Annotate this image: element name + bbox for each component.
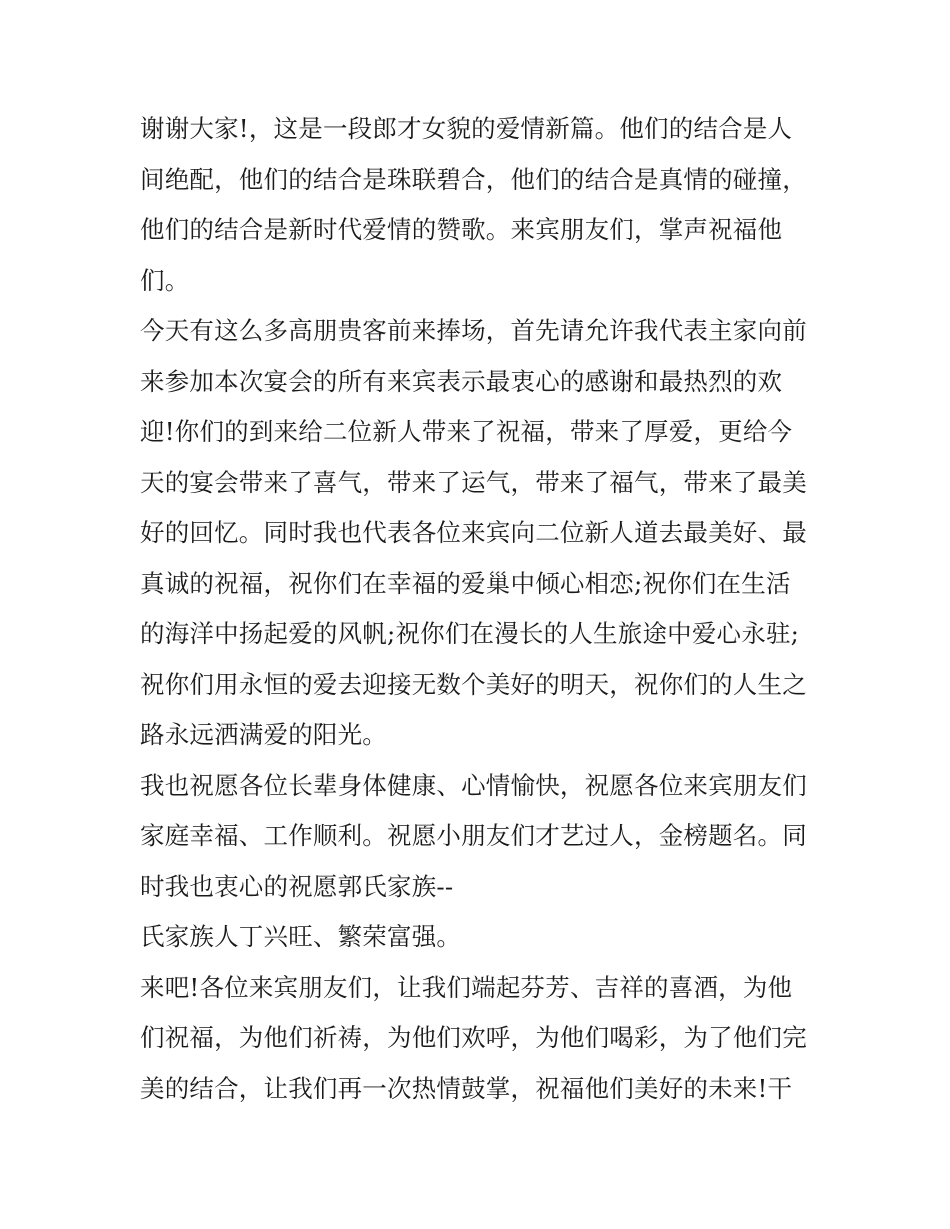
text-line: 来吧!各位来宾朋友们，让我们端起芬芳、吉祥的喜酒，为他 bbox=[140, 972, 793, 1002]
text-line: 氏家族人丁兴旺、繁荣富强。 bbox=[140, 922, 462, 951]
text-line: 我也祝愿各位长辈身体健康、心情愉快，祝愿各位来宾朋友们 bbox=[140, 770, 807, 800]
text-line: 来参加本次宴会的所有来宾表示最衷心的感谢和最热烈的欢 bbox=[140, 366, 783, 396]
text-line: 间绝配，他们的结合是珠联碧合，他们的结合是真情的碰撞， bbox=[140, 164, 807, 194]
text-line: 天的宴会带来了喜气，带来了运气，带来了福气，带来了最美 bbox=[140, 467, 807, 497]
text-line: 时我也衷心的祝愿郭氏家族-- bbox=[140, 871, 454, 901]
text-line: 迎!你们的到来给二位新人带来了祝福，带来了厚爱，更给今 bbox=[140, 417, 793, 446]
text-line: 路永远洒满爱的阳光。 bbox=[140, 720, 387, 749]
text-line: 们。 bbox=[140, 265, 190, 295]
text-line: 真诚的祝福，祝你们在幸福的爱巢中倾心相恋;祝你们在生活 bbox=[140, 568, 791, 598]
text-line: 们祝福，为他们祈祷，为他们欢呼，为他们喝彩，为了他们完 bbox=[140, 1023, 807, 1052]
text-line: 他们的结合是新时代爱情的赞歌。来宾朋友们，掌声祝福他 bbox=[140, 215, 783, 244]
text-line: 今天有这么多高朋贵客前来捧场，首先请允许我代表主家向前 bbox=[140, 316, 807, 345]
text-line: 的海洋中扬起爱的风帆;祝你们在漫长的人生旅途中爱心永驻; bbox=[140, 619, 800, 648]
text-line: 祝你们用永恒的爱去迎接无数个美好的明天，祝你们的人生之 bbox=[140, 669, 807, 699]
document-body bbox=[140, 104, 820, 1114]
text-line: 谢谢大家!，这是一段郎才女貌的爱情新篇。他们的结合是人 bbox=[140, 114, 793, 143]
text-line: 好的回忆。同时我也代表各位来宾向二位新人道去最美好、最 bbox=[140, 518, 807, 547]
text-line: 家庭幸福、工作顺利。祝愿小朋友们才艺过人，金榜题名。同 bbox=[140, 821, 807, 850]
text-line: 美的结合，让我们再一次热情鼓掌，祝福他们美好的未来!干 bbox=[140, 1073, 793, 1103]
